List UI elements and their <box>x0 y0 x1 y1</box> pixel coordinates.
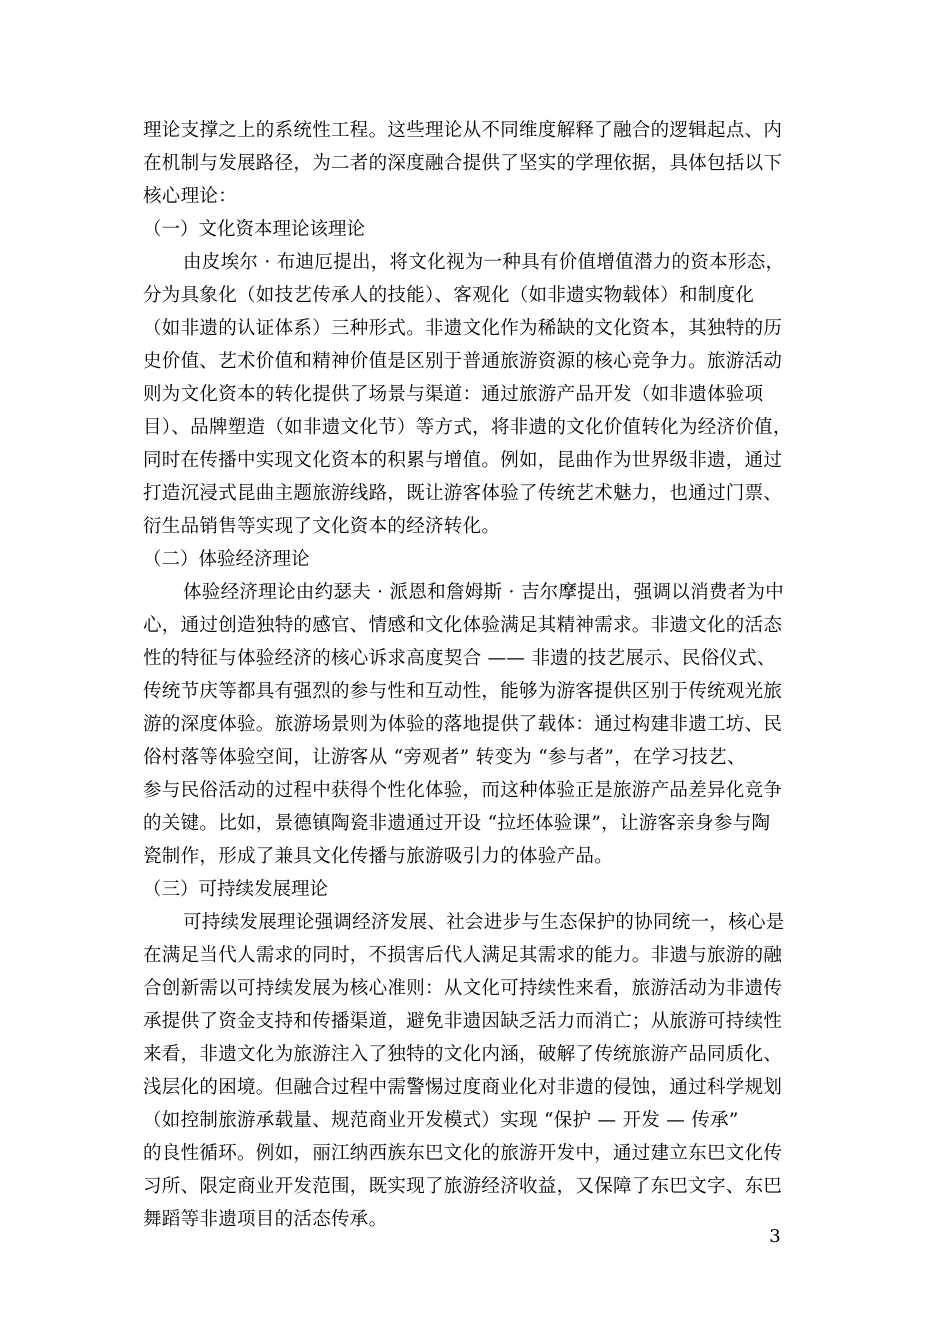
intro-paragraph <box>143 114 808 213</box>
text-line: 理论支撑之上的系统性工程。这些理论从不同维度解释了融合的逻辑起点、内 <box>143 120 783 141</box>
section-sustainable-development <box>143 873 808 1236</box>
text-line: 史价值、艺术价值和精神价值是区别于普通旅游资源的核心竞争力。旅游活动 <box>143 351 783 372</box>
text-line: （如控制旅游承载量、规范商业开发模式）实现 “保护 — 开发 — 传承” <box>143 1110 739 1131</box>
text-line: 瓷制作，形成了兼具文化传播与旅游吸引力的体验产品。 <box>143 846 614 867</box>
text-line: 参与民俗活动的过程中获得个性化体验，而这种体验正是旅游产品差异化竞争 <box>143 780 783 801</box>
text-line: 承提供了资金支持和传播渠道，避免非遗因缺乏活力而消亡；从旅游可持续性 <box>143 1011 783 1032</box>
section-cultural-capital <box>143 213 808 543</box>
section-heading: （一）文化资本理论该理论 <box>143 219 366 240</box>
text-line: 体验经济理论由约瑟夫 · 派恩和詹姆斯 · 吉尔摩提出，强调以消费者为中 <box>183 582 785 603</box>
text-line: 游的深度体验。旅游场景则为体验的落地提供了载体：通过构建非遗工坊、民 <box>143 714 783 735</box>
text-line: 同时在传播中实现文化资本的积累与增值。例如，昆曲作为世界级非遗，通过 <box>143 450 783 471</box>
text-line: 俗村落等体验空间，让游客从 “旁观者” 转变为 “参与者”，在学习技艺、 <box>143 747 746 768</box>
text-line: 由皮埃尔 · 布迪厄提出，将文化视为一种具有价值增值潜力的资本形态， <box>183 252 785 273</box>
text-line: 合创新需以可持续发展为核心准则：从文化可持续性来看，旅游活动为非遗传 <box>143 978 783 999</box>
text-line: 习所、限定商业开发范围，既实现了旅游经济收益，又保障了东巴文字、东巴 <box>143 1176 783 1197</box>
text-line: 分为具象化（如技艺传承人的技能）、客观化（如非遗实物载体）和制度化 <box>143 285 755 306</box>
text-line: 传统节庆等都具有强烈的参与性和互动性，能够为游客提供区别于传统观光旅 <box>143 681 783 702</box>
text-line: 浅层化的困境。但融合过程中需警惕过度商业化对非遗的侵蚀，通过科学规划 <box>143 1077 783 1098</box>
text-line: 的良性循环。例如，丽江纳西族东巴文化的旅游开发中，通过建立东巴文化传 <box>143 1143 783 1164</box>
text-line: 核心理论： <box>143 186 238 207</box>
section-experience-economy <box>143 543 808 873</box>
text-line: 可持续发展理论强调经济发展、社会进步与生态保护的协同统一，核心是 <box>183 912 785 933</box>
text-line: 心，通过创造独特的感官、情感和文化体验满足其精神需求。非遗文化的活态 <box>143 615 783 636</box>
text-line: 在机制与发展路径，为二者的深度融合提供了坚实的学理依据，具体包括以下 <box>143 153 783 174</box>
text-line: 打造沉浸式昆曲主题旅游线路，既让游客体验了传统艺术魅力，也通过门票、 <box>143 483 783 504</box>
text-line: （如非遗的认证体系）三种形式。非遗文化作为稀缺的文化资本，其独特的历 <box>143 318 783 339</box>
text-line: 目）、品牌塑造（如非遗文化节）等方式，将非遗的文化价值转化为经济价值， <box>143 417 792 438</box>
page-number-text: 3 <box>769 1226 781 1247</box>
text-line: 舞蹈等非遗项目的活态传承。 <box>143 1209 388 1230</box>
section-heading: （二）体验经济理论 <box>143 549 310 570</box>
text-line: 衍生品销售等实现了文化资本的经济转化。 <box>143 516 501 537</box>
text-line: 来看，非遗文化为旅游注入了独特的文化内涵，破解了传统旅游产品同质化、 <box>143 1044 783 1065</box>
body-text <box>143 114 808 1236</box>
text-line: 的关键。比如，景德镇陶瓷非遗通过开设 “拉坯体验课”，让游客亲身参与陶 <box>143 813 771 834</box>
text-line: 则为文化资本的转化提供了场景与渠道：通过旅游产品开发（如非遗体验项 <box>143 384 764 405</box>
section-heading: （三）可持续发展理论 <box>143 879 329 900</box>
page-number <box>0 1225 790 1249</box>
text-line: 在满足当代人需求的同时，不损害后代人满足其需求的能力。非遗与旅游的融 <box>143 945 783 966</box>
text-line: 性的特征与体验经济的核心诉求高度契合 —— 非遗的技艺展示、民俗仪式、 <box>143 648 776 669</box>
